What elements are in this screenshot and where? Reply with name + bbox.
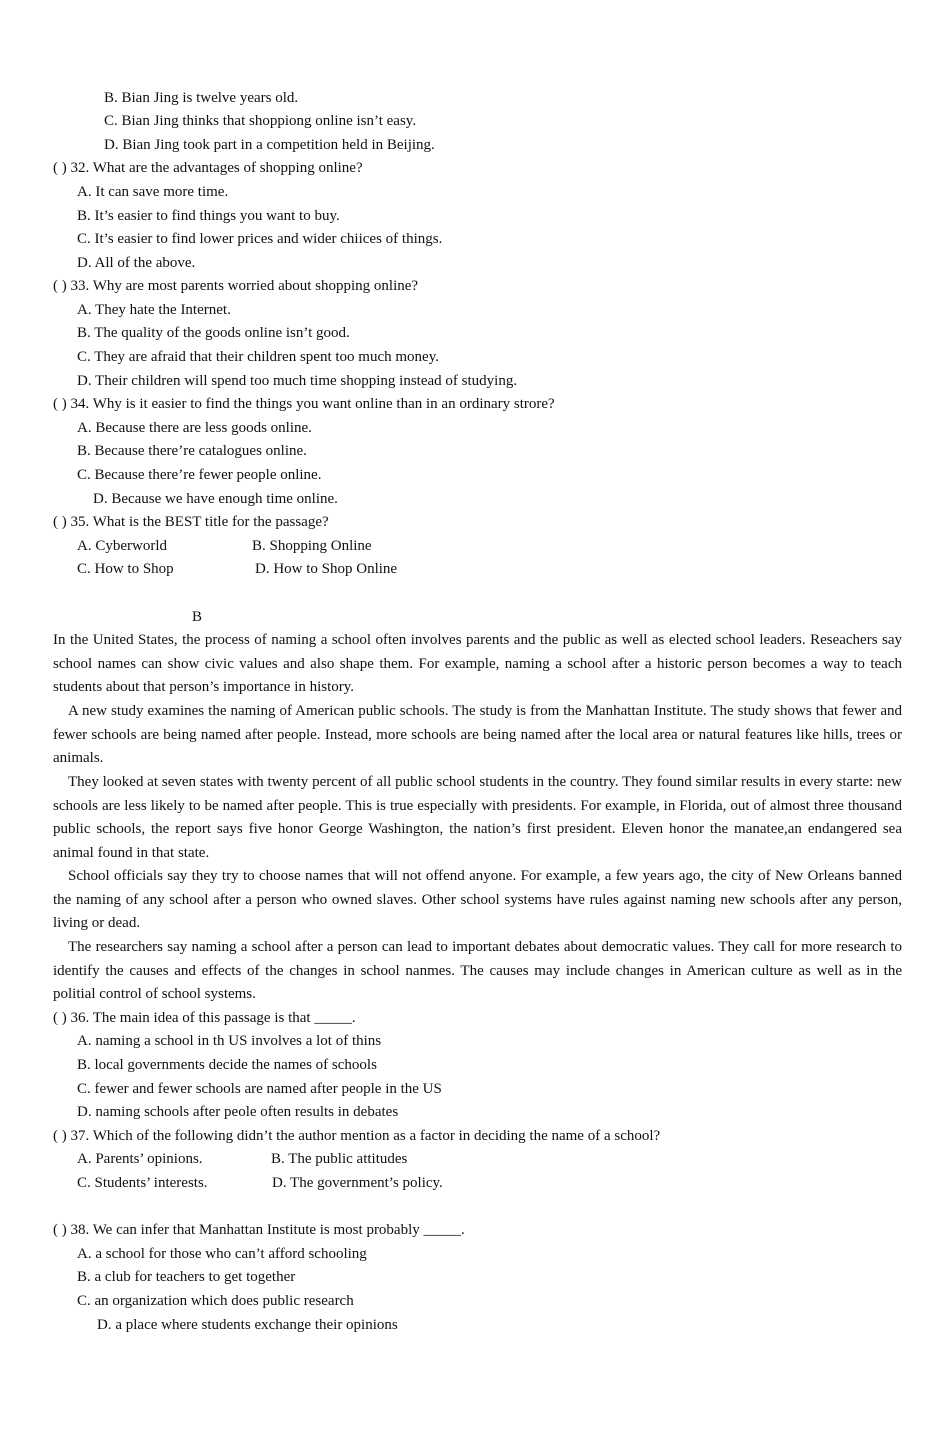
q33-option-b: B. The quality of the goods online isn’t good.: [77, 325, 350, 341]
q37-option-b: B. The public attitudes: [271, 1151, 408, 1167]
q35-option-c: C. How to Shop: [77, 561, 174, 577]
q33-option-c: C. They are afraid that their children spent too much money.: [77, 349, 439, 365]
q33-option-a: A. They hate the Internet.: [77, 302, 231, 318]
q38-option-a: A. a school for those who can’t afford schooling: [77, 1246, 367, 1262]
q31-option-b: B. Bian Jing is twelve years old.: [104, 90, 299, 106]
q33-stem: ( ) 33. Why are most parents worried about shopping online?: [53, 278, 419, 294]
q31-option-d: D. Bian Jing took part in a competition held in Beijing.: [104, 137, 435, 153]
q34-stem: ( ) 34. Why is it easier to find the things you want online than in an ordinary strore?: [53, 396, 555, 412]
q35-option-a: A. Cyberworld: [77, 538, 167, 554]
q38-option-c: C. an organization which does public research: [77, 1293, 354, 1309]
q34-option-c: C. Because there’re fewer people online.: [77, 467, 322, 483]
q32-option-c: C. It’s easier to find lower prices and wider chiices of things.: [77, 231, 443, 247]
q38-option-b: B. a club for teachers to get together: [77, 1269, 296, 1285]
passage-b-paragraph-2: A new study examines the naming of American public schools. The study is from the Manhattan Institute. The study shows that fewer and fewer schools are being named after people. Instead, more schools are being named after the local area or natural features like hills, trees or animals.: [53, 703, 902, 767]
q38-option-d: D. a place where students exchange their opinions: [97, 1317, 398, 1333]
passage-b-paragraph-5: The researchers say naming a school after a person can lead to important debates about democratic values. They call for more research to identify the causes and effects of the changes in school nanmes. The causes may include changes in American culture as well as in the politial control of school systems.: [53, 939, 902, 1003]
q31-option-c: C. Bian Jing thinks that shoppiong online isn’t easy.: [104, 113, 417, 129]
q32-option-b: B. It’s easier to find things you want to buy.: [77, 208, 340, 224]
q32-option-a: A. It can save more time.: [77, 184, 229, 200]
q36-option-b: B. local governments decide the names of schools: [77, 1057, 377, 1073]
passage-b-heading: B: [192, 609, 203, 625]
passage-b-paragraph-4: School officials say they try to choose names that will not offend anyone. For example, a few years ago, the city of New Orleans banned the naming of any school after a person who owned slaves. Other school systems have rules against naming new schools after any person, living or dead.: [53, 868, 902, 932]
q35-option-b: B. Shopping Online: [252, 538, 372, 554]
q36-option-a: A. naming a school in th US involves a lot of thins: [77, 1033, 382, 1049]
q35-option-d: D. How to Shop Online: [255, 561, 398, 577]
passage-b-paragraph-3: They looked at seven states with twenty percent of all public school students in the country. They found similar results in every starte: new schools are less likely to be named after people. This is true especially with presidents. For example, in Florida, out of almost three thousand public schools, the report says five honor George Washington, the nation’s first president. Eleven honor the manatee,an endangered sea animal found in that state.: [53, 774, 902, 861]
q38-stem: ( ) 38. We can infer that Manhattan Institute is most probably _____.: [53, 1222, 465, 1238]
q34-option-d: D. Because we have enough time online.: [93, 491, 338, 507]
q32-stem: ( ) 32. What are the advantages of shopping online?: [53, 160, 363, 176]
q37-stem: ( ) 37. Which of the following didn’t the author mention as a factor in deciding the name of a school?: [53, 1128, 661, 1144]
q34-option-a: A. Because there are less goods online.: [77, 420, 312, 436]
q37-option-d: D. The government’s policy.: [272, 1175, 443, 1191]
q37-option-c: C. Students’ interests.: [77, 1175, 208, 1191]
q37-option-a: A. Parents’ opinions.: [77, 1151, 203, 1167]
q32-option-d: D. All of the above.: [77, 255, 196, 271]
q36-option-c: C. fewer and fewer schools are named after people in the US: [77, 1081, 442, 1097]
q34-option-b: B. Because there’re catalogues online.: [77, 443, 307, 459]
q33-option-d: D. Their children will spend too much time shopping instead of studying.: [77, 373, 518, 389]
q36-option-d: D. naming schools after peole often results in debates: [77, 1104, 399, 1120]
passage-b-paragraph-1: In the United States, the process of naming a school often involves parents and the public as well as elected school leaders. Reseachers say school names can show civic values and also shape them. For example, naming a school after a historic person becomes a way to teach students about that person’s importance in history.: [53, 632, 902, 696]
q36-stem: ( ) 36. The main idea of this passage is that _____.: [53, 1010, 356, 1026]
q35-stem: ( ) 35. What is the BEST title for the passage?: [53, 514, 329, 530]
